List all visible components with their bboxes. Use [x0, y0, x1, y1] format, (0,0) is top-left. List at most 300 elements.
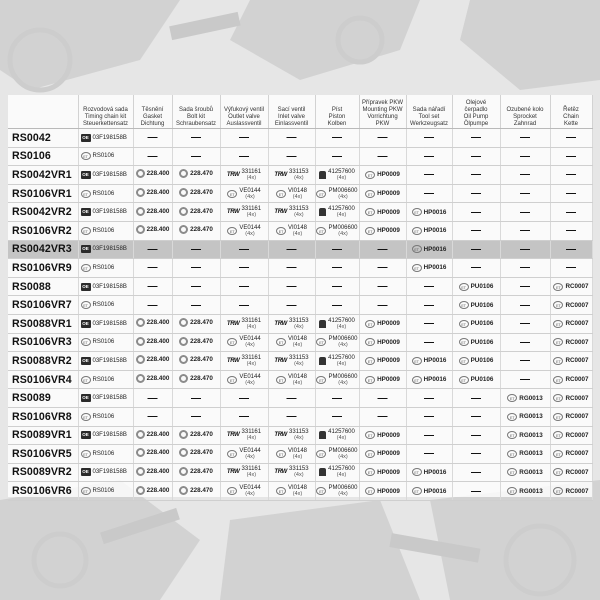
- et-engineteam-icon: ET: [276, 487, 286, 495]
- empty-cell: [359, 147, 406, 166]
- empty-cell: [500, 277, 550, 296]
- part-stack: [328, 374, 357, 386]
- part-quantity: (4x): [245, 230, 255, 237]
- empty-cell: [452, 463, 500, 482]
- empty-mark: —: [520, 281, 530, 293]
- part-entry: [274, 466, 308, 478]
- part-entry: [179, 337, 213, 346]
- column-header: [78, 95, 133, 129]
- part-entry: [79, 468, 133, 476]
- et-engineteam-icon: ET: [553, 394, 563, 402]
- empty-mark: —: [239, 281, 249, 293]
- empty-cell: [550, 259, 592, 278]
- part-code: RS0106: [92, 376, 115, 383]
- part-code: RS0106: [92, 227, 115, 234]
- elring-ring-icon: [179, 188, 188, 197]
- et-engineteam-icon: ET: [365, 357, 375, 365]
- empty-cell: [550, 221, 592, 240]
- part-quantity: (4x): [336, 360, 347, 367]
- empty-cell: [406, 296, 452, 315]
- part-entry: [319, 355, 355, 367]
- part-entry: [179, 467, 213, 476]
- part-quantity: (4x): [245, 379, 255, 386]
- empty-mark: —: [471, 188, 481, 200]
- part-code: 331153: [289, 168, 309, 175]
- empty-mark: —: [520, 188, 530, 200]
- et-engineteam-icon: ET: [507, 468, 517, 476]
- part-entry: [79, 320, 133, 328]
- part-cell: [172, 370, 220, 389]
- empty-mark: —: [332, 150, 342, 162]
- empty-mark: —: [424, 169, 434, 181]
- part-code: 03F198158B: [92, 246, 127, 253]
- part-entry: [412, 357, 447, 365]
- part-code: 228.400: [146, 467, 170, 475]
- part-entry: [227, 355, 261, 367]
- trw-logo-icon: TRW: [226, 432, 240, 439]
- kit-number: RS0106VR6: [8, 482, 78, 501]
- part-code: 03F198158B: [92, 209, 127, 216]
- part-stack: [289, 466, 309, 478]
- part-code: HP0009: [377, 190, 400, 198]
- empty-mark: —: [286, 132, 297, 144]
- empty-mark: —: [520, 355, 530, 367]
- empty-mark: —: [471, 392, 481, 404]
- empty-cell: [268, 296, 315, 315]
- elring-ring-icon: [179, 225, 188, 234]
- part-code: HP0016: [423, 245, 447, 253]
- et-engineteam-icon: ET: [316, 227, 326, 235]
- empty-mark: —: [424, 336, 434, 348]
- empty-cell: [133, 259, 172, 278]
- part-cell: [78, 221, 133, 240]
- part-code: 03F198158B: [92, 395, 127, 402]
- empty-mark: —: [332, 392, 342, 404]
- part-entry: [179, 207, 213, 216]
- part-code: 228.470: [190, 467, 213, 475]
- empty-mark: —: [147, 299, 158, 311]
- part-code: 331153: [289, 317, 309, 324]
- part-entry: [276, 188, 307, 200]
- empty-mark: —: [566, 262, 576, 274]
- kit-number: RS0089VR2: [8, 463, 78, 482]
- empty-cell: [359, 296, 406, 315]
- kit-number: RS0042VR2: [8, 203, 78, 222]
- part-cell: [220, 221, 268, 240]
- part-cell: [452, 314, 500, 333]
- part-code: VE0144: [239, 485, 261, 492]
- et-engineteam-icon: ET: [365, 227, 375, 235]
- empty-mark: —: [471, 243, 481, 255]
- trw-logo-icon: TRW: [226, 171, 240, 178]
- empty-mark: —: [471, 206, 481, 218]
- part-entry: [365, 431, 400, 439]
- et-engineteam-icon: ET: [553, 376, 563, 384]
- empty-cell: [220, 129, 268, 148]
- part-code: RS0106: [92, 450, 115, 457]
- part-stack: [239, 336, 260, 348]
- part-code: 228.400: [146, 430, 170, 438]
- part-cell: [359, 426, 406, 445]
- part-entry: [227, 206, 261, 218]
- part-code: RG0013: [519, 468, 543, 476]
- empty-cell: [550, 166, 592, 185]
- oe-badge-icon: OE: [82, 171, 89, 177]
- kit-number: RS0042VR3: [8, 240, 78, 259]
- part-entry: [179, 430, 213, 439]
- column-header-line: Sprocket: [513, 114, 537, 120]
- empty-cell: [220, 259, 268, 278]
- column-header-line: Tool set: [418, 114, 440, 120]
- part-code: 331161: [241, 206, 262, 213]
- et-engineteam-icon: ET: [412, 245, 422, 253]
- et-engineteam-icon: ET: [316, 338, 326, 346]
- part-cell: [133, 352, 172, 371]
- et-engineteam-icon: ET: [459, 301, 469, 309]
- part-entry: [79, 152, 133, 160]
- part-cell: [220, 352, 268, 371]
- part-code: 228.470: [190, 375, 213, 383]
- part-quantity: (4x): [336, 174, 347, 181]
- part-cell: [172, 352, 220, 371]
- oe-badge-icon: OE: [82, 395, 89, 401]
- part-code: 228.470: [190, 337, 213, 345]
- part-entry: [553, 376, 588, 384]
- empty-mark: —: [239, 299, 249, 311]
- part-stack: [328, 206, 355, 218]
- et-engineteam-icon: ET: [412, 208, 422, 216]
- part-cell: [315, 184, 359, 203]
- part-entry: [274, 355, 308, 367]
- part-code: 03F198158B: [92, 357, 127, 364]
- part-cell: [359, 370, 406, 389]
- et-engineteam-icon: ET: [316, 450, 326, 458]
- part-entry: [412, 208, 447, 216]
- empty-mark: —: [191, 392, 201, 404]
- part-code: VE0144: [239, 336, 261, 343]
- et-engineteam-icon: ET: [553, 450, 563, 458]
- part-stack: [328, 336, 357, 348]
- part-code: 228.400: [146, 189, 170, 197]
- table-row: [8, 184, 592, 203]
- empty-cell: [452, 221, 500, 240]
- part-entry: [365, 487, 400, 495]
- part-entry: [553, 320, 588, 328]
- part-cell: [452, 333, 500, 352]
- part-entry: [459, 301, 494, 309]
- trw-logo-icon: TRW: [274, 171, 288, 178]
- empty-cell: [406, 389, 452, 408]
- empty-cell: [550, 240, 592, 259]
- part-entry: [412, 468, 447, 476]
- kit-number: RS0106: [8, 147, 78, 166]
- oe-badge-icon: OE: [82, 246, 89, 252]
- empty-cell: [220, 296, 268, 315]
- part-entry: [412, 376, 447, 384]
- kit-number: RS0088VR1: [8, 314, 78, 333]
- empty-mark: —: [332, 411, 342, 423]
- column-header: [500, 95, 550, 129]
- empty-cell: [406, 314, 452, 333]
- empty-cell: [500, 203, 550, 222]
- elring-ring-icon: [136, 318, 145, 327]
- et-engineteam-icon: ET: [459, 338, 469, 346]
- column-header-line: Sada nářadí: [412, 107, 446, 113]
- et-engineteam-icon: ET: [365, 450, 375, 458]
- kit-number: RS0106VR4: [8, 370, 78, 389]
- part-stack: [328, 355, 355, 367]
- kit-number: RS0106VR7: [8, 296, 78, 315]
- et-engineteam-icon: ET: [412, 376, 422, 384]
- part-code: VI0148: [287, 485, 308, 492]
- column-header-line: Kette: [563, 121, 578, 127]
- part-cell: [78, 482, 133, 501]
- column-header: [315, 95, 359, 129]
- empty-cell: [133, 389, 172, 408]
- part-entry: [227, 188, 260, 200]
- et-engineteam-icon: ET: [81, 301, 91, 309]
- empty-mark: —: [191, 411, 201, 423]
- part-code: RC0007: [565, 413, 589, 421]
- empty-cell: [220, 240, 268, 259]
- part-code: PU0106: [470, 338, 494, 346]
- et-engineteam-icon: ET: [553, 320, 563, 328]
- empty-mark: —: [239, 132, 249, 144]
- column-header-line: Piston: [328, 114, 346, 120]
- empty-mark: —: [239, 392, 249, 404]
- et-engineteam-icon: ET: [227, 338, 237, 346]
- part-cell: [133, 166, 172, 185]
- table-row: [8, 221, 592, 240]
- part-entry: [276, 336, 307, 348]
- empty-cell: [359, 240, 406, 259]
- part-cell: [268, 333, 315, 352]
- part-cell: [78, 352, 133, 371]
- column-header-line: Výfukový ventil: [223, 107, 265, 113]
- part-cell: [550, 463, 592, 482]
- empty-mark: —: [377, 132, 388, 144]
- part-entry: [136, 207, 170, 216]
- oe-badge-icon: OE: [82, 432, 89, 438]
- part-quantity: (4x): [292, 342, 303, 349]
- part-cell: [172, 463, 220, 482]
- table-row: [8, 352, 592, 371]
- part-entry: [365, 190, 400, 198]
- part-cell: [550, 407, 592, 426]
- empty-cell: [500, 221, 550, 240]
- parts-table: [8, 95, 593, 501]
- empty-cell: [500, 129, 550, 148]
- part-stack: [288, 336, 307, 348]
- part-cell: [406, 352, 452, 371]
- part-cell: [550, 370, 592, 389]
- column-header-line: Ölpumpe: [463, 121, 489, 127]
- table-body: [8, 129, 592, 501]
- table-row: [8, 426, 592, 445]
- column-header: [550, 95, 592, 129]
- part-stack: [288, 188, 307, 200]
- part-entry: [412, 487, 447, 495]
- part-quantity: (4x): [246, 174, 257, 181]
- part-code: HP0009: [377, 487, 400, 495]
- empty-mark: —: [332, 243, 342, 255]
- part-entry: [136, 188, 170, 197]
- part-entry: [553, 431, 588, 439]
- table-row: [8, 277, 592, 296]
- part-cell: [172, 203, 220, 222]
- part-cell: [172, 333, 220, 352]
- column-header: [359, 95, 406, 129]
- part-stack: [239, 448, 260, 460]
- elring-ring-icon: [179, 467, 188, 476]
- empty-mark: —: [239, 262, 249, 274]
- part-code: 03F198158B: [92, 283, 127, 290]
- part-cell: [550, 352, 592, 371]
- empty-cell: [452, 166, 500, 185]
- part-cell: [550, 426, 592, 445]
- empty-cell: [359, 407, 406, 426]
- empty-cell: [359, 259, 406, 278]
- part-stack: [288, 225, 307, 237]
- empty-mark: —: [191, 243, 201, 255]
- et-engineteam-icon: ET: [553, 413, 563, 421]
- part-entry: [507, 450, 542, 458]
- part-code: RC0007: [565, 376, 589, 384]
- empty-cell: [452, 426, 500, 445]
- part-code: 41257600: [328, 168, 355, 175]
- et-engineteam-icon: ET: [553, 357, 563, 365]
- column-header-line: Outlet valve: [228, 114, 260, 120]
- empty-mark: —: [147, 243, 158, 255]
- empty-cell: [550, 203, 592, 222]
- empty-mark: —: [239, 243, 249, 255]
- part-cell: [78, 426, 133, 445]
- part-entry: [79, 171, 133, 179]
- part-entry: [179, 448, 213, 457]
- empty-cell: [172, 129, 220, 148]
- part-entry: [136, 430, 170, 439]
- part-code: RS0106: [92, 264, 115, 271]
- column-header-line: Kolben: [327, 121, 347, 127]
- elring-ring-icon: [136, 225, 145, 234]
- empty-cell: [406, 147, 452, 166]
- empty-mark: —: [377, 243, 388, 255]
- piston-icon: [319, 431, 326, 439]
- empty-mark: —: [424, 299, 434, 311]
- empty-mark: —: [332, 132, 342, 144]
- part-code: 331161: [241, 317, 262, 324]
- table-row: [8, 445, 592, 464]
- part-code: 228.470: [190, 430, 213, 438]
- empty-mark: —: [520, 132, 530, 144]
- part-code: RC0007: [565, 338, 589, 346]
- part-quantity: (4x): [338, 491, 348, 498]
- et-engineteam-icon: ET: [553, 301, 563, 309]
- column-header-line: Inlet valve: [277, 114, 305, 120]
- part-entry: [276, 225, 307, 237]
- part-code: 331161: [241, 168, 262, 175]
- part-code: RS0106: [92, 488, 115, 495]
- part-code: VE0144: [239, 373, 261, 380]
- empty-mark: —: [147, 411, 158, 423]
- empty-mark: —: [286, 243, 297, 255]
- et-engineteam-icon: ET: [553, 431, 563, 439]
- part-cell: [78, 240, 133, 259]
- part-entry: [319, 429, 355, 441]
- empty-cell: [452, 184, 500, 203]
- part-entry: [553, 487, 588, 495]
- empty-cell: [315, 240, 359, 259]
- et-engineteam-icon: ET: [227, 227, 237, 235]
- empty-mark: —: [377, 392, 388, 404]
- column-header-line: Bolt kit: [186, 114, 205, 120]
- part-cell: [78, 445, 133, 464]
- part-entry: [507, 413, 542, 421]
- part-cell: [78, 314, 133, 333]
- part-code: RC0007: [565, 487, 589, 495]
- empty-cell: [452, 407, 500, 426]
- part-entry: [227, 448, 260, 460]
- part-stack: [289, 169, 309, 181]
- part-code: RC0007: [565, 283, 589, 291]
- part-cell: [359, 314, 406, 333]
- column-header: [406, 95, 452, 129]
- part-code: HP0016: [423, 264, 447, 272]
- empty-cell: [550, 147, 592, 166]
- part-cell: [500, 407, 550, 426]
- et-engineteam-icon: ET: [227, 376, 237, 384]
- empty-mark: —: [191, 299, 201, 311]
- part-cell: [220, 426, 268, 445]
- empty-cell: [172, 240, 220, 259]
- empty-mark: —: [566, 243, 576, 255]
- empty-cell: [315, 277, 359, 296]
- part-stack: [239, 374, 260, 386]
- part-entry: [136, 169, 170, 178]
- column-header-line: Mounting PKW: [362, 107, 403, 113]
- empty-mark: —: [286, 150, 297, 162]
- part-entry: [553, 338, 588, 346]
- part-cell: [359, 166, 406, 185]
- empty-mark: —: [191, 262, 201, 274]
- part-cell: [315, 445, 359, 464]
- column-header-line: Steuerkettensatz: [82, 121, 129, 127]
- kit-number: RS0106VR8: [8, 407, 78, 426]
- part-entry: [553, 413, 588, 421]
- trw-logo-icon: TRW: [226, 469, 240, 476]
- part-quantity: (4x): [294, 360, 304, 367]
- part-quantity: (4x): [246, 435, 257, 442]
- part-cell: [133, 463, 172, 482]
- part-stack: [289, 429, 309, 441]
- empty-cell: [220, 147, 268, 166]
- empty-cell: [500, 259, 550, 278]
- empty-mark: —: [286, 392, 297, 404]
- part-cell: [500, 426, 550, 445]
- empty-cell: [500, 352, 550, 371]
- part-entry: [553, 283, 588, 291]
- table-row: [8, 166, 592, 185]
- part-cell: [78, 296, 133, 315]
- part-code: HP0016: [423, 208, 447, 216]
- empty-mark: —: [520, 150, 530, 162]
- part-entry: [365, 357, 400, 365]
- part-entry: [316, 448, 357, 460]
- part-entry: [227, 466, 261, 478]
- part-quantity: (4x): [294, 174, 304, 181]
- oe-badge-icon: OE: [82, 283, 89, 289]
- part-code: HP0009: [377, 357, 400, 365]
